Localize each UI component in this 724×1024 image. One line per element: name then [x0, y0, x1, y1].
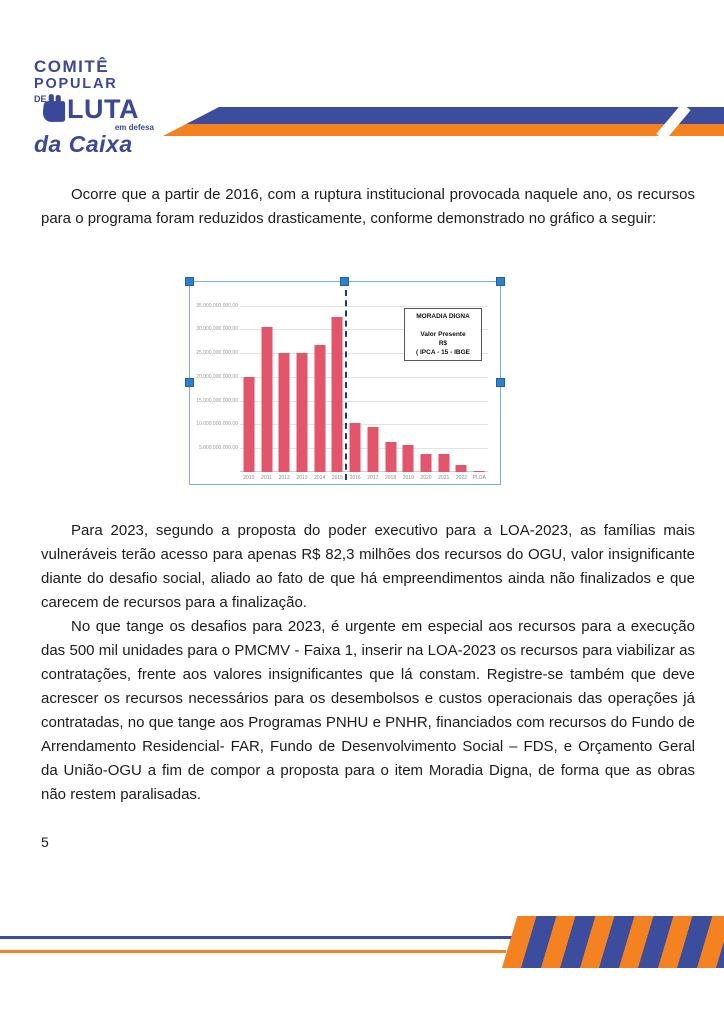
chart-y-tick-label: 30.000.000.000,00	[196, 326, 238, 333]
chart-bar-2016	[350, 423, 361, 472]
chart-bar-2018	[385, 442, 396, 472]
paragraph-desafios: No que tange os desafios para 2023, é urgente em especial aos recursos para a execução das 500 mil unidades para o PMCMV - Faixa 1, inserir na LOA-2023 os recursos para viabilizar as contratações, frente aos valores insignificantes que lá constam. Registre-se também que deve acrescer os recursos necessários para os desembolsos e custos operacionais das operações já contratadas, no que tange aos Programas PNHU e PNHR, financiados com recursos do Fundo de Arrendamento Residencial- FAR, Fundo de Desenvolvimento Social – FDS, e Orçamento Geral da União-OGU a fim de compor a proposta para o item Moradia Digna, de forma que as obras não restem paralisadas.	[41, 618, 695, 803]
chart-x-tick-label: 2018	[384, 475, 397, 481]
chart-x-tick-label: 2010	[243, 475, 255, 481]
chart-x-tick-label: 2012	[278, 475, 290, 481]
chart-bar-slot	[329, 296, 347, 481]
selection-handle-top-middle[interactable]	[340, 277, 349, 286]
bottom-diagonal-stripes	[502, 916, 724, 968]
chart-annotation-line: Valor Presente	[420, 331, 466, 338]
chart-bar-2017	[367, 427, 378, 472]
chart-bar-2010	[243, 377, 254, 472]
chart-x-tick-label: 2014	[314, 475, 326, 481]
chart-bar-slot	[293, 296, 311, 481]
committee-logo	[34, 58, 154, 156]
chart-x-tick-label: 2020	[420, 475, 432, 481]
chart-bar-2022	[456, 465, 467, 472]
top-banner-orange-bar	[163, 124, 724, 136]
chart-x-tick-label: 2015	[331, 475, 343, 481]
chart-period-divider-line	[345, 290, 347, 480]
selection-handle-top-right[interactable]	[496, 277, 505, 286]
chart-bar-2019	[403, 445, 414, 472]
chart-x-tick-label: 2016	[349, 475, 361, 481]
chart-x-tick-label: PLOA	[472, 475, 486, 481]
chart-x-tick-label: 2013	[296, 475, 308, 481]
chart-bar-slot	[240, 296, 258, 481]
chart-y-tick-label: 35.000.000.000,00	[196, 302, 238, 309]
chart-annotation-line: R$	[438, 340, 448, 347]
chart-bar-2012	[279, 353, 290, 472]
chart-bar-2014	[314, 345, 325, 472]
chart-x-tick-label: 2019	[402, 475, 414, 481]
logo-tagline: em defesa	[114, 122, 154, 132]
top-banner-stripe	[163, 107, 724, 136]
chart-y-tick-label: 20.000.000.000,00	[196, 373, 238, 380]
chart-bar-2013	[296, 353, 307, 472]
chart-bar-2021	[438, 454, 449, 472]
paragraph-loa2023: Para 2023, segundo a proposta do poder executivo para a LOA-2023, as famílias mais vulneráveis terão acesso para apenas R$ 82,3 milhões dos recursos do OGU, valor insignificante diante do desafio social, aliado ao fato de que há empreendimentos ainda não finalizados e que carecem de recursos para a finalização.	[41, 522, 695, 611]
chart-y-tick-label: 25.000.000.000,00	[196, 350, 238, 357]
chart-x-tick-label: 2011	[261, 475, 272, 481]
chart-y-tick-label: 15.000.000.000,00	[196, 397, 238, 404]
chart-annotation-box	[404, 308, 482, 361]
chart-bar-2015	[332, 317, 343, 472]
bottom-thin-orange-line	[0, 950, 506, 953]
chart-bar-slot	[346, 296, 364, 481]
selection-handle-top-left[interactable]	[185, 277, 194, 286]
logo-brand: da Caixa	[34, 130, 133, 157]
logo-line2: POPULAR	[34, 76, 118, 92]
top-banner-blue-bar	[163, 107, 724, 124]
selection-handle-middle-right[interactable]	[496, 378, 505, 387]
bottom-thin-blue-line	[0, 936, 512, 939]
chart-annotation-line: MORADIA DIGNA	[416, 313, 470, 320]
chart-y-tick-label: 10.000.000.000,00	[196, 421, 238, 428]
body-text-block	[41, 519, 695, 807]
logo-de: DE	[34, 93, 47, 104]
chart-x-tick-label: 2022	[455, 475, 467, 481]
chart-x-tick-label: 2017	[367, 475, 379, 481]
logo-luta: LUTA	[67, 93, 139, 124]
chart-bar-slot	[382, 296, 400, 481]
paragraph-intro: Ocorre que a partir de 2016, com a ruptura institucional provocada naquele ano, os recursos para o programa foram reduzidos drasticamente, conforme demonstrado no gráfico a seguir:	[41, 186, 695, 227]
chart-annotation-line: ( IPCA - 15 - IBGE	[416, 349, 470, 356]
chart-bar-slot	[275, 296, 293, 481]
chart-bar-slot	[364, 296, 382, 481]
chart-bar-PLOA	[474, 471, 485, 472]
chart-bar-slot	[258, 296, 276, 481]
chart-bar-2011	[261, 327, 272, 472]
chart-bar-2020	[420, 454, 431, 472]
chart-image[interactable]	[189, 281, 501, 485]
logo-line1: COMITÊ	[34, 57, 110, 76]
chart-x-tick-label: 2021	[438, 475, 450, 481]
page-number: 5	[41, 834, 49, 850]
chart-y-tick-label: 5.000.000.000,00	[199, 445, 238, 452]
chart-bar-slot	[311, 296, 329, 481]
